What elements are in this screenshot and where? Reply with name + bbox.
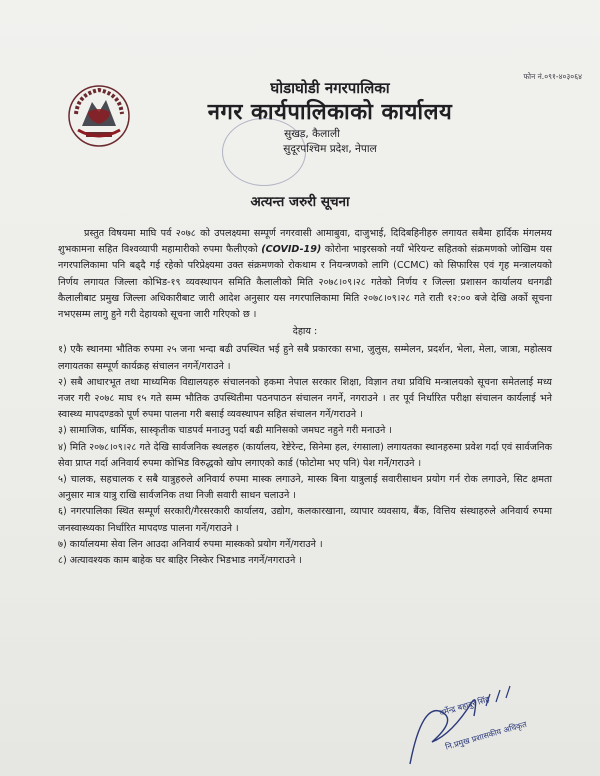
notice-body [58, 226, 552, 569]
intro-paragraph [58, 226, 552, 323]
list-item: ५) चालक, सहचालक र सबै यात्रुहरुले अनिवार्य रुपमा मास्क लगाउने, मास्क बिना यात्रुलाई सवारीसाधन प्रयोग गर्न रोक लगाउने, सिट क्षमता अनुसार मात्र यात्रु राखि सार्वजनिक तथा निजी सवारी साधन चलाउने । [58, 474, 552, 502]
list-item: १) एकै स्थानमा भौतिक रुपमा २५ जना भन्दा बढी उपस्थित भई हुने सबै प्रकारका सभा, जुलुस, सम्मेलन, प्रदर्शन, भेला, मेला, जात्रा, महोत्सव लगायतका सम्पूर्ण कार्यक्रह संचालन नगर्ने/गराउने । [58, 344, 552, 372]
office-name: नगर कार्यपालिकाको कार्यालय [207, 100, 453, 125]
phone-number: फोन नं.०९१-४०३०६४ [523, 72, 582, 81]
list-item: ७) कार्यालयमा सेवा लिन आउदा अनिवार्य रुपमा मास्कको प्रयोग गर्ने/गराउने । [58, 538, 323, 550]
covid-term: (COVID-19) [261, 244, 322, 256]
dehaya-heading: देहाय : [292, 326, 318, 338]
office-address: सुखड, कैलाली [284, 128, 340, 140]
list-item: ३) सामाजिक, धार्मिक, सास्कृतीक चाडपर्व मनाउनु पर्दा बढी मानिसको जमघट नहुने गरी मनाउने । [58, 425, 393, 437]
list-item: ४) मिति २०७८।०९।२८ गते देखि सार्वजनिक स्थलहरु (कार्यालय, रेष्टेरेन्ट, सिनेमा हल, रंगसाला) लगायतका स्थानहरुमा प्रवेश गर्दा एवं सार्वजनिक सेवा प्राप्त गर्दा अनिवार्य रुपमा कोभिड विरुद्धको खोप लगाएको कार्ड (फोटोमा भए पनि) पेश गर्ने/गराउने । [58, 441, 552, 469]
signature-icon [402, 672, 592, 772]
list-item: २) सबै आधारभूत तथा माध्यमिक विद्यालयहरु संचालनको हकमा नेपाल सरकार शिक्षा, विज्ञान तथा प्रविधि मन्त्रालयको सूचना समेतलाई मध्य नजर गरी २०७८ माघ १५ गते सम्म भौतिक उपस्थितीमा पठनपाठन संचालन नगर्ने, नगराउने । तर पूर्व निर्धारित परीक्षा संचालन कार्यलाई भने स्वास्थ्य मापदण्डको पूर्ण रुपमा पालना गरी बसाई व्यवस्थापन सहित संचालन गर्ने/गराउने । [58, 376, 552, 421]
intro-text-end: कोरोना भाइरसको नयाँ भेरियन्ट सहितको संक्रमणको जोखिम यस नगरपालिकामा पनि बढ्दै गई रहेको परिप्रेक्ष्यमा उक्त संक्रमणको रोकथाम र नियन्त्रणको लागि (CCMC) को सिफारिस एवं गृह मन्त्रालयको निर्णय लगायत जिल्ला कोभिड-१९ व्यवस्थापन समिति कैलालीको मिति २०७८।०९।२८ गतेको निर्णय र जिल्ला प्रशासन कार्यालय धनगढी कैलालीबाट प्रमुख जिल्ला अधिकारीबाट जारी आदेश अनुसार यस नगरपालिकामा मिति २०७८।०९।२८ गते राती १२:०० बजे देखि अर्को सूचना नभएसम्म लागु हुने गरी देहायको सूचना जारी गरिएको छ । [58, 244, 552, 321]
signatory-name: धर्मेन्द्र बहादुर सिंह [438, 694, 491, 718]
notice-title: अत्यन्त जरुरी सूचना [250, 194, 350, 210]
municipality-name: घोडाघोडी नगरपालिका [270, 79, 390, 97]
province-name: सुदूरपश्चिम प्रदेश, नेपाल [283, 143, 377, 155]
signatory-role: नि.प्रमुख प्रशासकीय अधिकृत [444, 719, 528, 752]
intro-text-start: प्रस्तुत विषयमा माघि पर्व २०७८ को उपलक्ष्यमा सम्पूर्ण नगरवासी आमाबुवा, दाजुभाई, दिदिबहिनीहरु लगायत सबैमा हार्दिक मंगलमय शुभकामना सहित विश्वव्यापी महामारीको रुपमा फैलीएको [58, 228, 552, 256]
list-item: ८) अत्यावश्यक काम बाहेक घर बाहिर निस्केर भिडभाड नगर्ने/नगराउने । [58, 555, 302, 567]
list-item: ६) नगरपालिका स्थित सम्पूर्ण सरकारी/गैरसरकारी कार्यालय, उद्योग, कलकारखाना, व्यापार व्यवसाय, बैंक, वित्तिय संस्थाहरुले अनिवार्य रुपमा जनस्वास्थ्यका निर्धारित मापदण्ड पालना गर्ने/गराउने । [58, 506, 552, 534]
office-stamp [222, 118, 306, 186]
